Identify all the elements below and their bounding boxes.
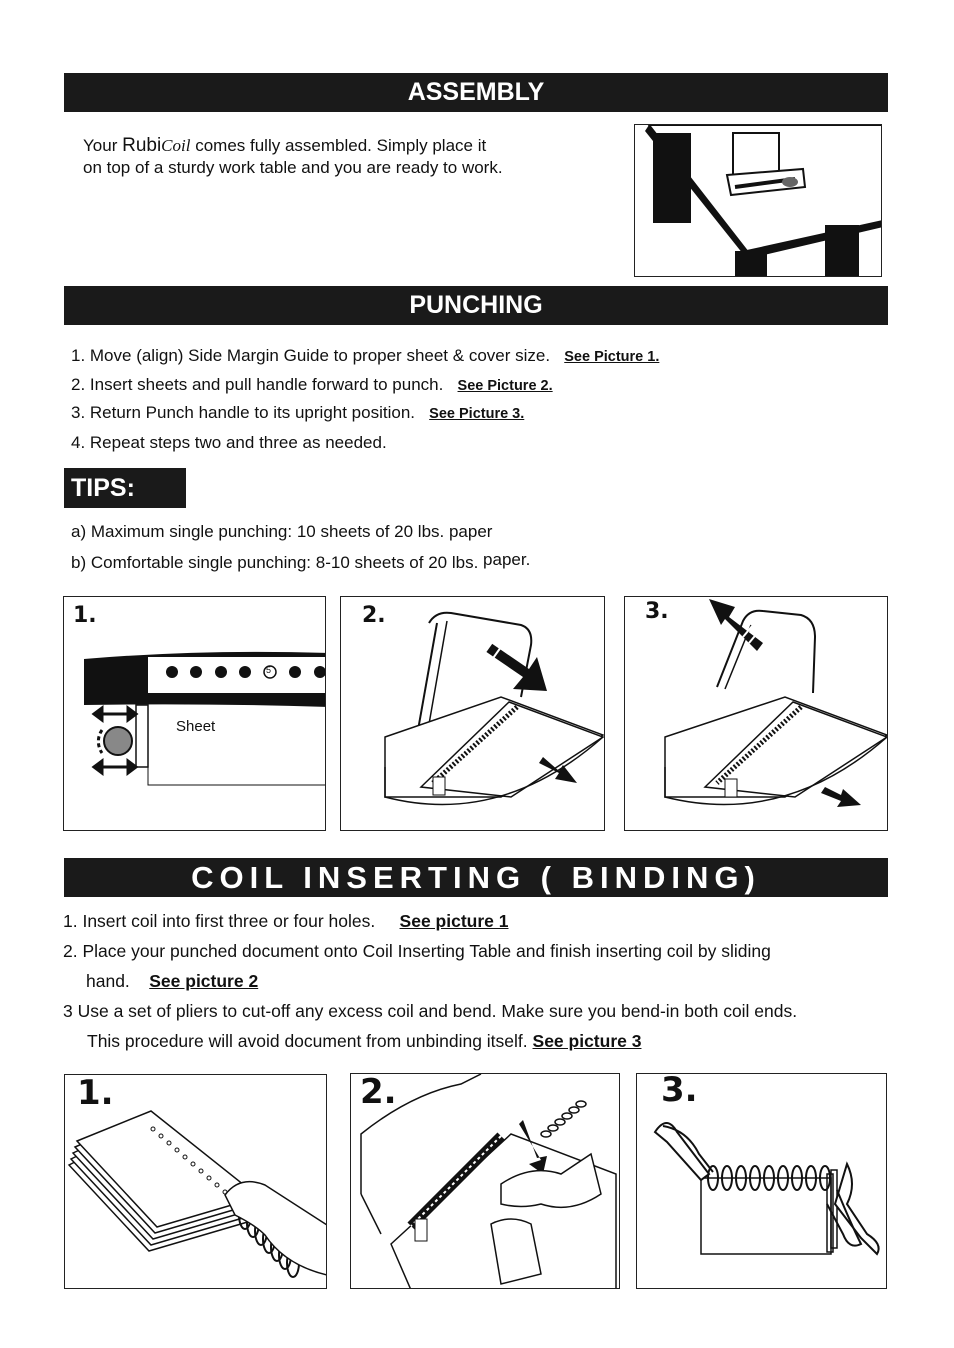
assembly-header	[64, 73, 888, 112]
brand-logo: RubiCoil	[122, 135, 191, 156]
punch-picture-3-label: 3.	[645, 599, 669, 624]
coil-step-2: 2. Place your punched document onto Coil Inserting Table and finish inserting coil by sliding	[63, 941, 771, 961]
see-picture-3-link[interactable]: See Picture 3.	[429, 406, 525, 422]
coil-step-2-cont: hand. See picture 2	[86, 971, 259, 991]
coil-picture-3	[636, 1073, 887, 1289]
assembly-table-picture	[634, 124, 882, 277]
coil-step-3-cont: This procedure will avoid document from unbinding itself. See picture 3	[87, 1031, 642, 1051]
coil-title: COIL INSERTING ( BINDING)	[191, 860, 761, 895]
coil-see-picture-2-link[interactable]: See picture 2	[149, 971, 259, 991]
punching-step-2: 2. Insert sheets and pull handle forward to punch. See Picture 2.	[71, 375, 553, 394]
coil-picture-1-label: 1.	[77, 1074, 114, 1113]
coil-see-picture-3-link[interactable]: See picture 3	[532, 1031, 642, 1051]
coil-header	[64, 858, 888, 897]
punching-step-4: 4. Repeat steps two and three as needed.	[71, 433, 387, 452]
punch-picture-2-label: 2.	[362, 603, 386, 628]
punching-header	[64, 286, 888, 325]
guide-number: 5	[266, 665, 272, 675]
sheet-label: Sheet	[176, 718, 216, 735]
coil-picture-1	[64, 1074, 327, 1289]
coil-picture-2	[350, 1073, 620, 1289]
punching-step-1: 1. Move (align) Side Margin Guide to proper sheet & cover size. See Picture 1.	[71, 346, 660, 365]
punching-title: PUNCHING	[409, 291, 543, 319]
punching-step-3: 3. Return Punch handle to its upright position. See Picture 3.	[71, 403, 525, 422]
see-picture-1-link[interactable]: See Picture 1.	[564, 349, 660, 365]
see-picture-2-link[interactable]: See Picture 2.	[457, 378, 553, 394]
punch-picture-3	[624, 596, 888, 831]
coil-step-3: 3 Use a set of pliers to cut-off any excess coil and bend. Make sure you bend-in both coil ends.	[63, 1001, 798, 1021]
punch-picture-1	[63, 596, 326, 831]
tip-a: a) Maximum single punching: 10 sheets of 20 lbs. paper	[71, 522, 493, 541]
tips-title: TIPS:	[71, 474, 135, 502]
punch-picture-1-label: 1.	[73, 603, 97, 628]
assembly-line-2: on top of a sturdy work table and you are ready to work.	[83, 158, 503, 177]
coil-picture-2-label: 2.	[360, 1073, 397, 1112]
coil-see-picture-1-link[interactable]: See picture 1	[399, 911, 509, 931]
coil-picture-3-label: 3.	[661, 1073, 698, 1110]
punch-picture-2	[340, 596, 605, 831]
coil-step-1: 1. Insert coil into first three or four holes. See picture 1	[63, 911, 509, 931]
tip-b: b) Comfortable single punching: 8-10 sheets of 20 lbs. paper.	[71, 550, 531, 572]
tips-header	[64, 468, 186, 508]
assembly-line-1: Your RubiCoil comes fully assembled. Simply place it	[83, 135, 487, 156]
assembly-title: ASSEMBLY	[407, 78, 545, 106]
